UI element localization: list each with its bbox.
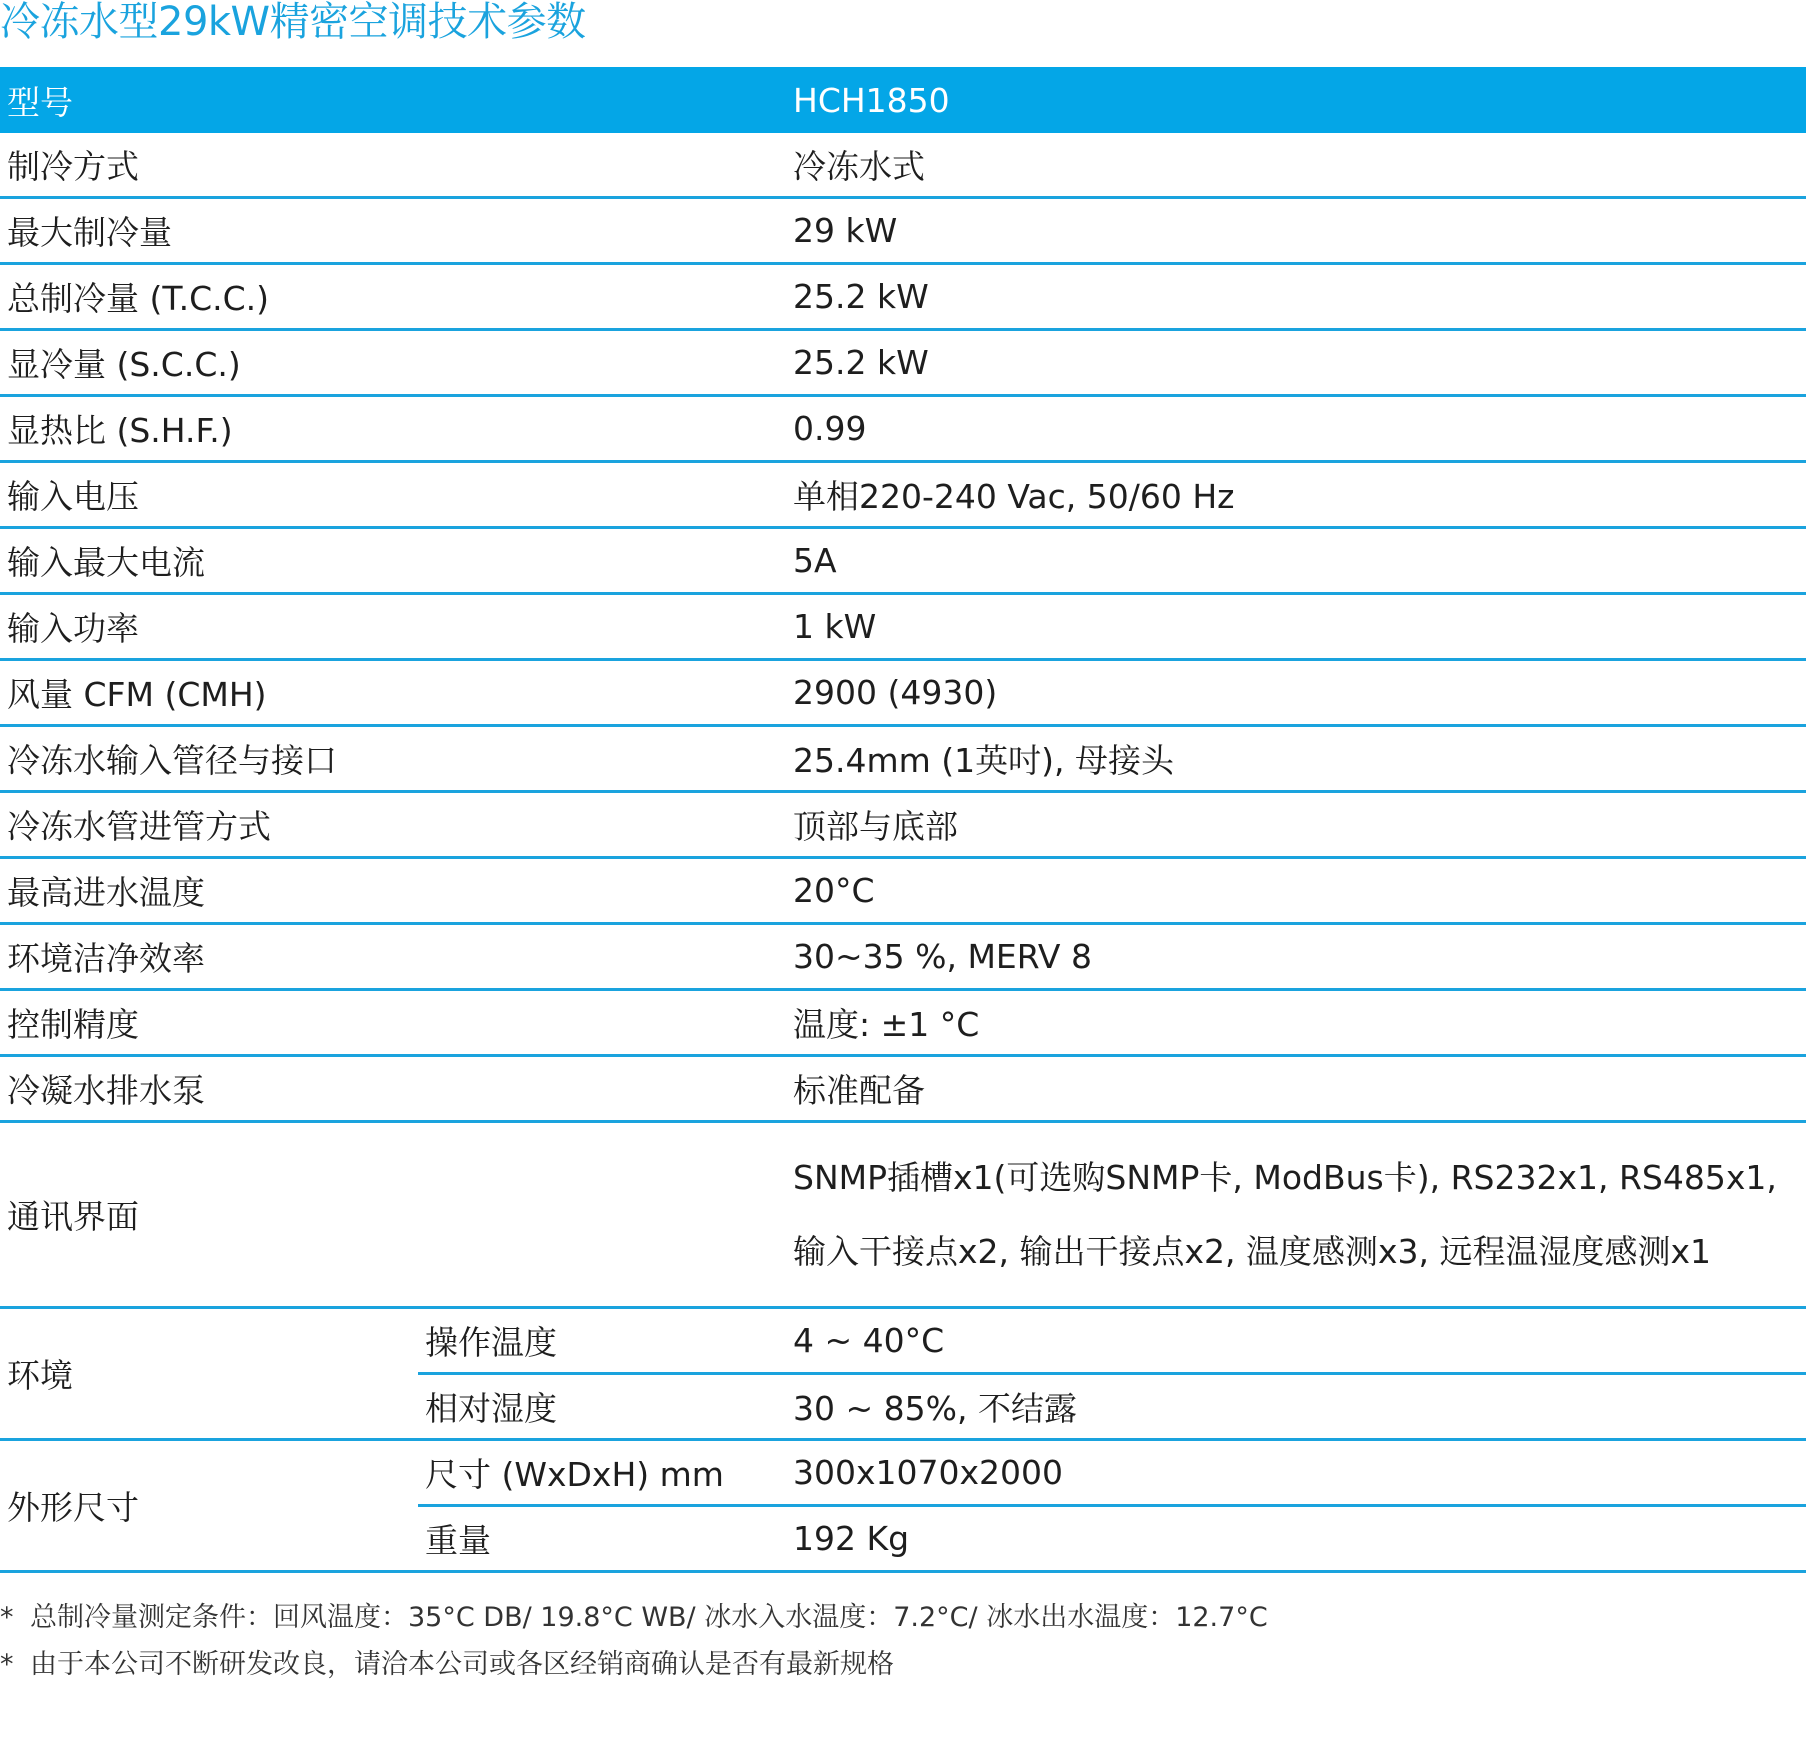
sub-value: 300x1070x2000 xyxy=(786,1440,1806,1506)
row-label: 风量 CFM (CMH) xyxy=(0,660,786,726)
page-title: 冷冻水型29kW精密空调技术参数 xyxy=(0,0,586,45)
sub-label: 相对湿度 xyxy=(418,1374,786,1440)
row-label: 输入电压 xyxy=(0,462,786,528)
sub-label: 操作温度 xyxy=(418,1308,786,1374)
row-value: 5A xyxy=(786,528,1806,594)
row-label: 冷凝水排水泵 xyxy=(0,1056,786,1122)
row-value-comm xyxy=(786,1122,1806,1308)
footnote xyxy=(0,1594,1268,1641)
footnote-mark: * xyxy=(0,1602,14,1633)
row-label: 制冷方式 xyxy=(0,133,786,198)
comm-line: SNMP插槽x1(可选购SNMP卡, ModBus卡), RS232x1, RS485x1, xyxy=(793,1157,1777,1197)
row-value: 0.99 xyxy=(786,396,1806,462)
table-row xyxy=(0,396,1806,462)
table-row xyxy=(0,1056,1806,1122)
row-label: 输入功率 xyxy=(0,594,786,660)
sub-value: 30 ~ 85%, 不结露 xyxy=(786,1374,1806,1440)
row-value: 25.4mm (1英吋), 母接头 xyxy=(786,726,1806,792)
table-row xyxy=(0,133,1806,198)
table-row xyxy=(0,858,1806,924)
table-row xyxy=(0,462,1806,528)
row-label: 输入最大电流 xyxy=(0,528,786,594)
footnote-mark: * xyxy=(0,1649,14,1680)
table-row xyxy=(0,330,1806,396)
row-label: 冷冻水输入管径与接口 xyxy=(0,726,786,792)
footnote-text: 由于本公司不断研发改良，请洽本公司或各区经销商确认是否有最新规格 xyxy=(30,1649,894,1680)
table-row xyxy=(0,792,1806,858)
table-row xyxy=(0,594,1806,660)
table-row xyxy=(0,660,1806,726)
row-label: 环境洁净效率 xyxy=(0,924,786,990)
spec-table xyxy=(0,67,1806,1573)
row-label: 冷冻水管进管方式 xyxy=(0,792,786,858)
header-value: HCH1850 xyxy=(786,67,1806,133)
row-value: 顶部与底部 xyxy=(786,792,1806,858)
sub-value: 192 Kg xyxy=(786,1506,1806,1572)
table-header-row xyxy=(0,67,1806,133)
header-label: 型号 xyxy=(0,67,786,133)
footnote-text: 总制冷量测定条件：回风温度：35°C DB/ 19.8°C WB/ 冰水入水温度：7.2°C/ 冰水出水温度：12.7°C xyxy=(30,1602,1268,1633)
table-row xyxy=(0,198,1806,264)
row-value: 温度: ±1 °C xyxy=(786,990,1806,1056)
comm-line: 输入干接点x2, 输出干接点x2, 温度感测x3, 远程温湿度感测x1 xyxy=(793,1231,1712,1271)
row-value: 2900 (4930) xyxy=(786,660,1806,726)
group-label: 外形尺寸 xyxy=(0,1440,418,1572)
table-row xyxy=(0,990,1806,1056)
group-label: 环境 xyxy=(0,1308,418,1440)
row-label: 最高进水温度 xyxy=(0,858,786,924)
table-row xyxy=(0,264,1806,330)
sub-label: 重量 xyxy=(418,1506,786,1572)
footnotes xyxy=(0,1594,1268,1688)
row-value: 20°C xyxy=(786,858,1806,924)
row-label: 通讯界面 xyxy=(0,1122,786,1308)
row-label: 显热比 (S.H.F.) xyxy=(0,396,786,462)
table-row xyxy=(0,528,1806,594)
row-value: 25.2 kW xyxy=(786,330,1806,396)
row-value: 1 kW xyxy=(786,594,1806,660)
row-value: 29 kW xyxy=(786,198,1806,264)
footnote xyxy=(0,1641,1268,1688)
row-value: 单相220-240 Vac, 50/60 Hz xyxy=(786,462,1806,528)
row-label: 最大制冷量 xyxy=(0,198,786,264)
row-value: 30~35 %, MERV 8 xyxy=(786,924,1806,990)
row-value: 标准配备 xyxy=(786,1056,1806,1122)
table-row-environment xyxy=(0,1308,1806,1374)
table-row-dimensions xyxy=(0,1440,1806,1506)
row-value: 25.2 kW xyxy=(786,264,1806,330)
table-row xyxy=(0,924,1806,990)
table-row xyxy=(0,726,1806,792)
row-label: 显冷量 (S.C.C.) xyxy=(0,330,786,396)
row-label: 控制精度 xyxy=(0,990,786,1056)
sub-value: 4 ~ 40°C xyxy=(786,1308,1806,1374)
table-row-comm xyxy=(0,1122,1806,1308)
sub-label: 尺寸 (WxDxH) mm xyxy=(418,1440,786,1506)
row-value: 冷冻水式 xyxy=(786,133,1806,198)
row-label: 总制冷量 (T.C.C.) xyxy=(0,264,786,330)
